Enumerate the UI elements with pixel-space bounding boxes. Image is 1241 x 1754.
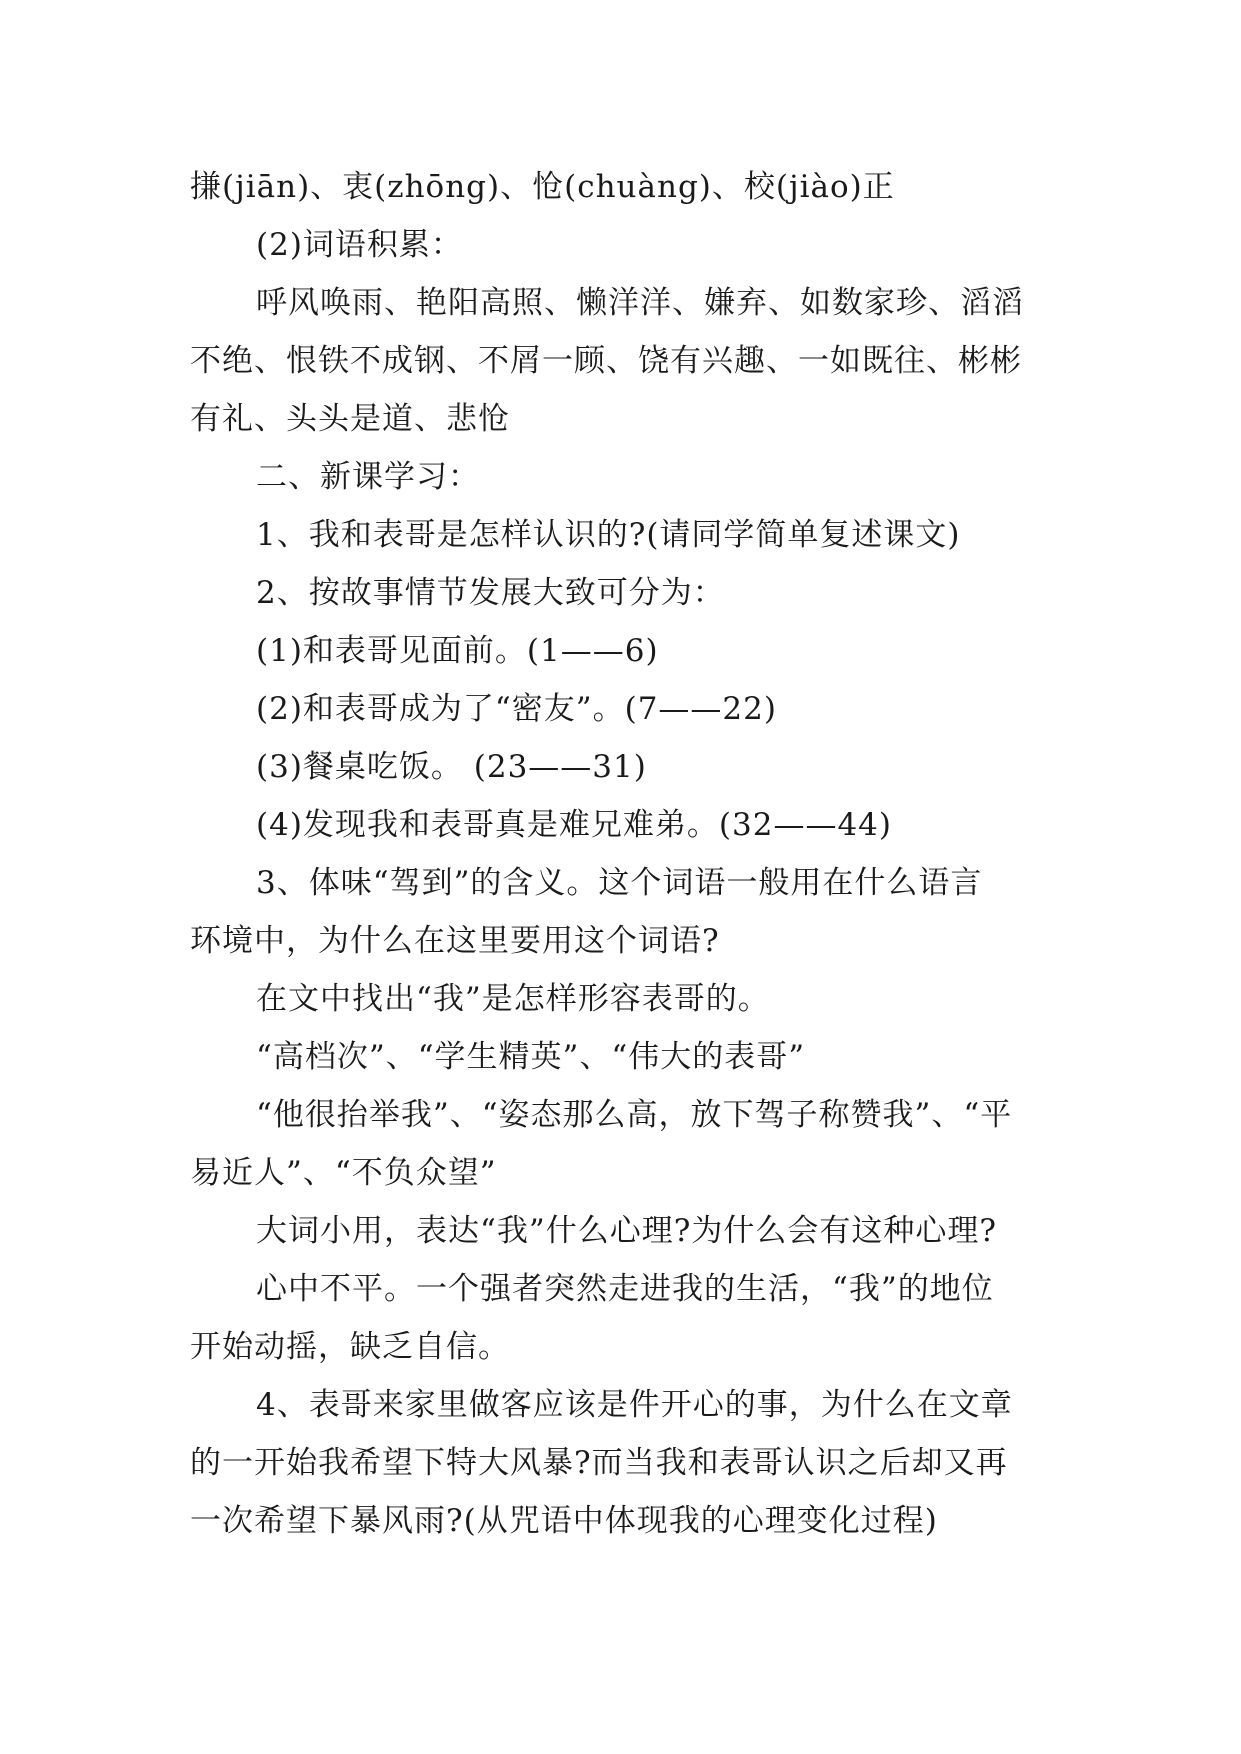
list-item: (2)和表哥成为了“密友”。(7——22): [256, 691, 777, 727]
text-line: 有礼、头头是道、悲怆: [190, 401, 510, 437]
text-line: 4、表哥来家里做客应该是件开心的事，为什么在文章: [256, 1387, 1013, 1423]
document-body: [190, 158, 1050, 1550]
text-line: 搛(jiān)、衷(zhōng)、怆(chuàng)、校(jiào)正: [190, 169, 895, 205]
list-item: (1)和表哥见面前。(1——6): [256, 633, 659, 669]
text-line: 3、体味“驾到”的含义。这个词语一般用在什么语言: [256, 865, 983, 901]
text-line: “高档次”、“学生精英”、“伟大的表哥”: [256, 1039, 806, 1075]
text-line: 易近人”、“不负众望”: [190, 1155, 497, 1191]
text-line: 呼风唤雨、艳阳高照、懒洋洋、嫌弃、如数家珍、滔滔: [256, 285, 1024, 321]
text-line: 环境中，为什么在这里要用这个词语?: [190, 923, 720, 959]
text-line: 1、我和表哥是怎样认识的?(请同学简单复述课文): [256, 517, 961, 553]
list-item: (4)发现我和表哥真是难兄难弟。(32——44): [256, 807, 892, 843]
text-line: 不绝、恨铁不成钢、不屑一顾、饶有兴趣、一如既往、彬彬: [190, 343, 1022, 379]
list-item: (3)餐桌吃饭。 (23——31): [256, 749, 647, 785]
text-line: 2、按故事情节发展大致可分为：: [256, 575, 725, 611]
text-line: 一次希望下暴风雨?(从咒语中体现我的心理变化过程): [190, 1503, 938, 1539]
section-heading: 二、新课学习：: [256, 459, 480, 495]
text-line: 的一开始我希望下特大风暴?而当我和表哥认识之后却又再: [190, 1445, 1008, 1481]
text-line: 开始动摇，缺乏自信。: [190, 1329, 510, 1365]
text-line: 大词小用，表达“我”什么心理?为什么会有这种心理?: [256, 1213, 997, 1249]
text-line: (2)词语积累：: [256, 227, 463, 263]
text-line: 心中不平。一个强者突然走进我的生活，“我”的地位: [256, 1271, 994, 1307]
text-line: 在文中找出“我”是怎样形容表哥的。: [256, 981, 770, 1017]
text-line: “他很抬举我”、“姿态那么高，放下驾子称赞我”、“平: [256, 1097, 1013, 1133]
